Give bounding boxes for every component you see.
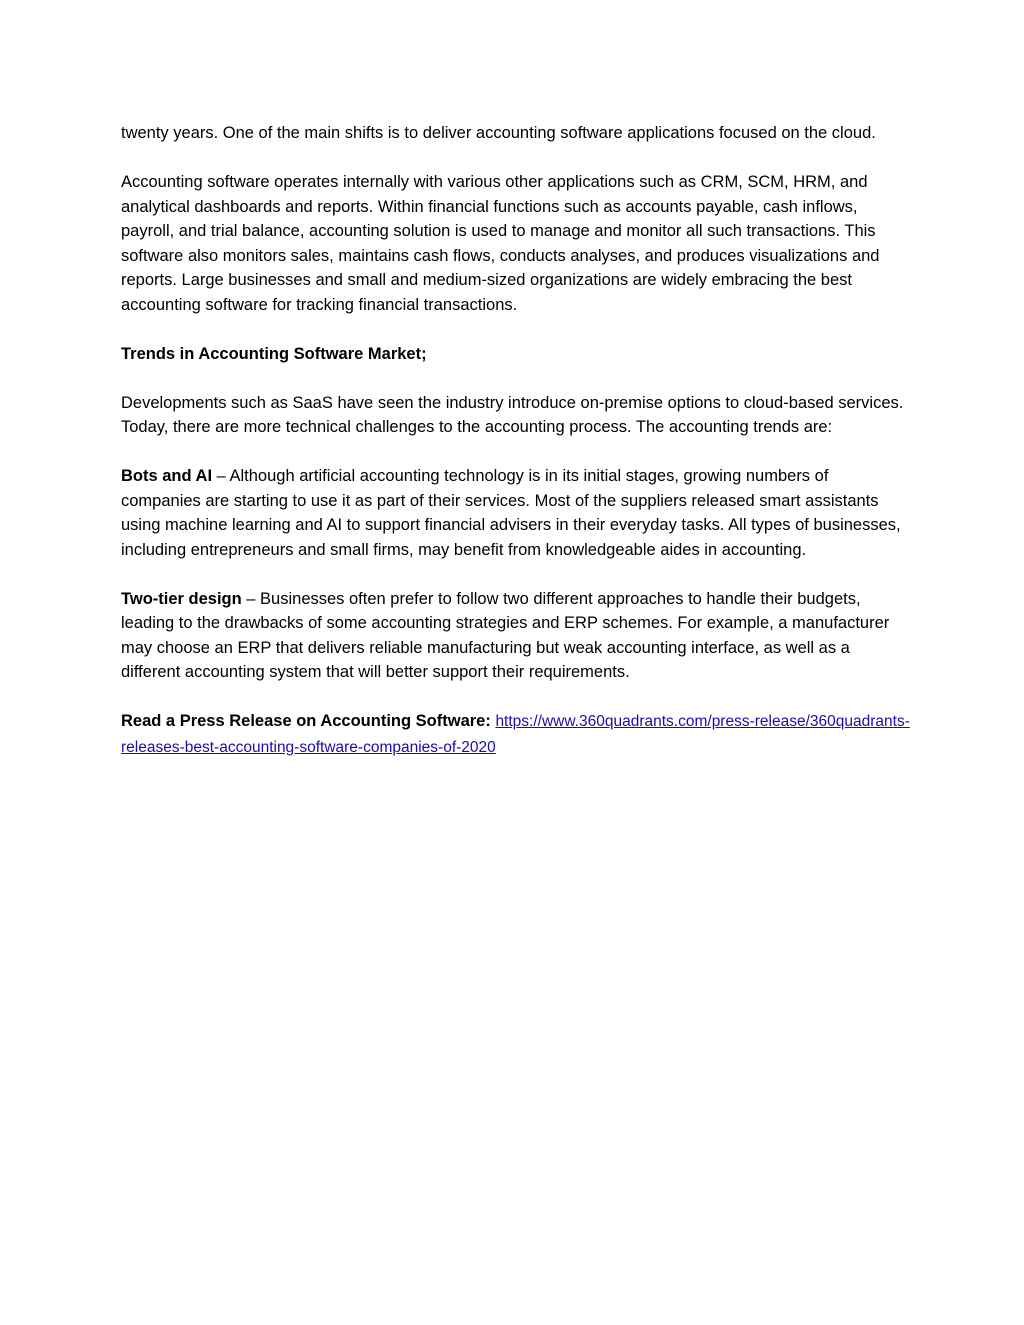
press-release-lead: Read a Press Release on Accounting Software: <box>121 712 491 730</box>
trends-intro-paragraph: Developments such as SaaS have seen the industry introduce on-premise options to cloud-based services. Today, there are more technical challenges to the accounting process. The accounting trends are: <box>121 393 904 436</box>
two-tier-body: – Businesses often prefer to follow two different approaches to handle their budgets, leading to the drawbacks of some accounting strategies and ERP schemes. For example, a manufacturer may choose an ERP that delivers reliable manufacturing but weak accounting interface, as well as a different accounting system that will better support their requirements. <box>121 589 890 681</box>
bots-ai-body: – Although artificial accounting technology is in its initial stages, growing numbers of companies are starting to use it as part of their services. Most of the suppliers released smart assistants using machine learning and AI to support financial advisers in their everyday tasks. All types of businesses, including entrepreneurs and small firms, may benefit from knowledgeable aides in accounting. <box>121 467 901 559</box>
document-page <box>121 121 911 785</box>
press-release-link[interactable]: https://www.360quadrants.com/press-release/360quadrants-releases-best-accounting-software-companies-of-2020 <box>121 713 910 756</box>
trends-heading: Trends in Accounting Software Market; <box>121 344 427 363</box>
overview-paragraph: Accounting software operates internally with various other applications such as CRM, SCM, HRM, and analytical dashboards and reports. Within financial functions such as accounts payable, cash inflows, payroll, and trial balance, accounting solution is used to manage and monitor all such transactions. This software also monitors sales, maintains cash flows, conducts analyses, and produces visualizations and reports. Large businesses and small and medium-sized organizations are widely embracing the best accounting software for tracking financial transactions. <box>121 173 880 314</box>
two-tier-paragraph <box>121 587 911 685</box>
bots-ai-lead: Bots and AI <box>121 467 213 485</box>
intro-paragraph: twenty years. One of the main shifts is to deliver accounting software applications focused on the cloud. <box>121 124 876 142</box>
bots-ai-paragraph <box>121 464 911 562</box>
press-release-paragraph <box>121 709 911 760</box>
two-tier-lead: Two-tier design <box>121 589 242 608</box>
